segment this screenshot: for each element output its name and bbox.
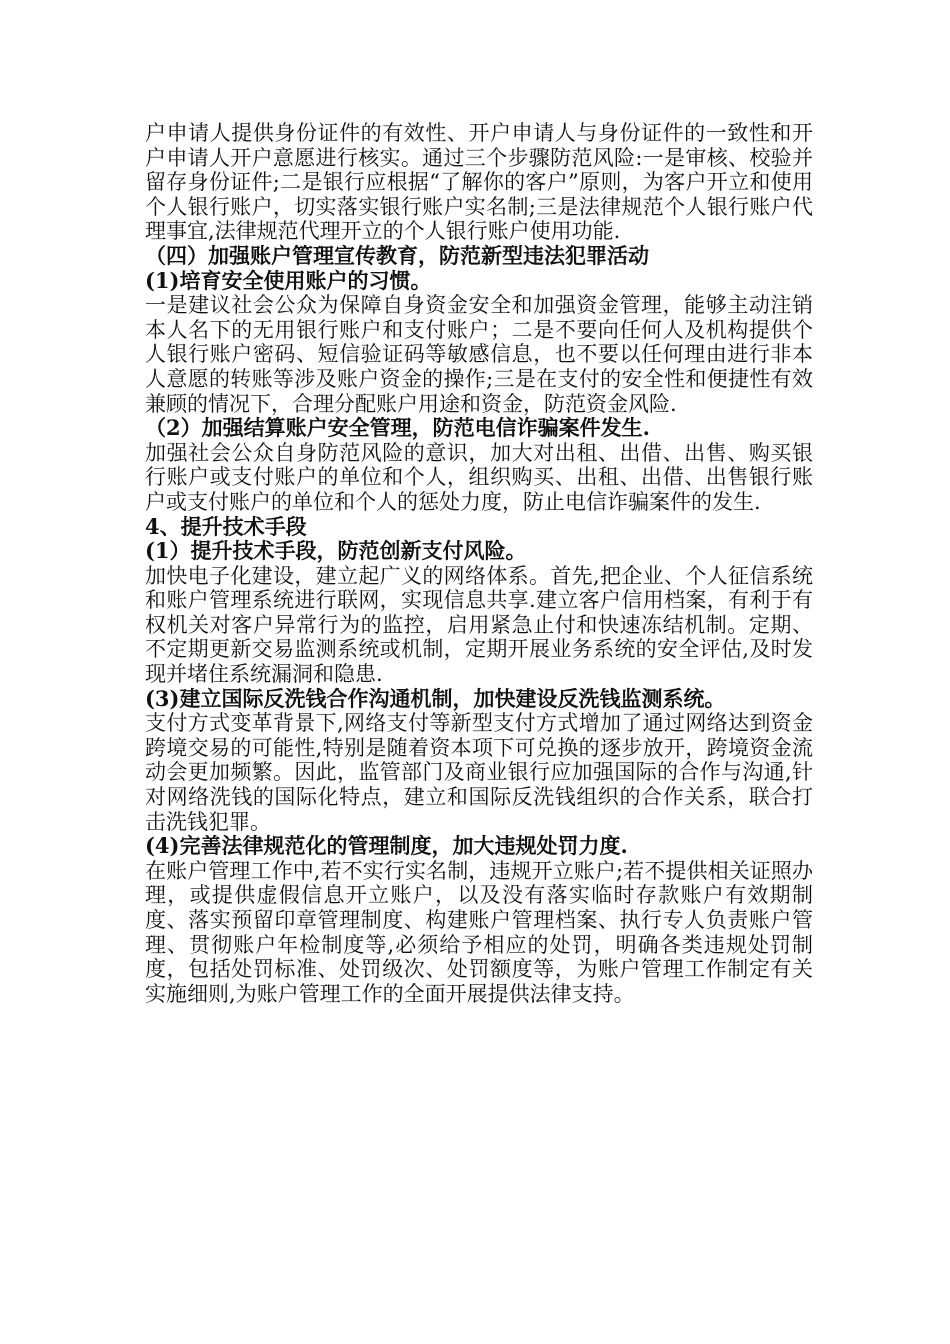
paragraph-account-verification: 户申请人提供身份证件的有效性、开户申请人与身份证件的一致性和开户申请人开户意愿进行核实。通过三个步骤防范风险:一是审核、校验并留存身份证件;二是银行应根据“了解你的客户”原则，为客户开立和使用个人银行账户，切实落实银行账户实名制;三是法律规范个人银行账户代理事宜,法律规范代理开立的个人银行账户使用功能. [145, 121, 813, 244]
subheading-safe-usage: (1)培育安全使用账户的习惯。 [145, 267, 432, 293]
document-page [145, 121, 813, 1006]
subheading-anti-money-laundering: (3)建立国际反洗钱合作沟通机制，加快建设反洗钱监测系统。 [145, 685, 726, 711]
paragraph-legal-management: 在账户管理工作中,若不实行实名制，违规开立账户;若不提供相关证照办理，或提供虚假信息开立账户，以及没有落实临时存款账户有效期制度、落实预留印章管理制度、构建账户管理档案、执行专人负责账户管理、贯彻账户年检制度等,必须给予相应的处罚，明确各类违规处罚制度，包括处罚标准、处罚级次、处罚额度等，为账户管理工作制定有关实施细则,为账户管理工作的全面开展提供法律支持。 [145, 858, 813, 1006]
heading-section-4: （四）加强账户管理宣传教育，防范新型违法犯罪活动 [145, 242, 649, 268]
subheading-settlement-security: （2）加强结算账户安全管理，防范电信诈骗案件发生. [145, 415, 650, 441]
paragraph-anti-money-laundering: 支付方式变革背景下,网络支付等新型支付方式增加了通过网络达到资金跨境交易的可能性,特别是随着资本项下可兑换的逐步放开，跨境资金流动会更加频繁。因此，监管部门及商业银行应加强国际的合作与沟通,针对网络洗钱的国际化特点，建立和国际反洗钱组织的合作关系，联合打击洗钱犯罪。 [145, 711, 813, 834]
heading-tech-means: 4、提升技术手段 [145, 513, 307, 539]
subheading-legal-management: (4)完善法律规范化的管理制度，加大违规处罚力度. [145, 833, 628, 859]
paragraph-safe-usage: 一是建议社会公众为保障自身资金安全和加强资金管理，能够主动注销本人名下的无用银行账户和支付账户；二是不要向任何人及机构提供个人银行账户密码、短信验证码等敏感信息，也不要以任何理由进行非本人意愿的转账等涉及账户资金的操作;三是在支付的安全性和便捷性有效兼顾的情况下，合理分配账户用途和资金，防范资金风险. [145, 293, 813, 416]
paragraph-innovation-risk: 加快电子化建设，建立起广义的网络体系。首先,把企业、个人征信系统和账户管理系统进行联网，实现信息共享.建立客户信用档案，有利于有权机关对客户异常行为的监控，启用紧急止付和快速冻结机制。定期、不定期更新交易监测系统或机制，定期开展业务系统的安全评估,及时发现并堵住系统漏洞和隐患. [145, 563, 813, 687]
subheading-innovation-risk: (1）提升技术手段，防范创新支付风险。 [145, 538, 527, 564]
paragraph-settlement-security: 加强社会公众自身防范风险的意识，加大对出租、出借、出售、购买银行账户或支付账户的单位和个人，组织购买、出租、出借、出售银行账户或支付账户的单位和个人的惩处力度，防止电信诈骗案件的发生. [145, 440, 813, 514]
